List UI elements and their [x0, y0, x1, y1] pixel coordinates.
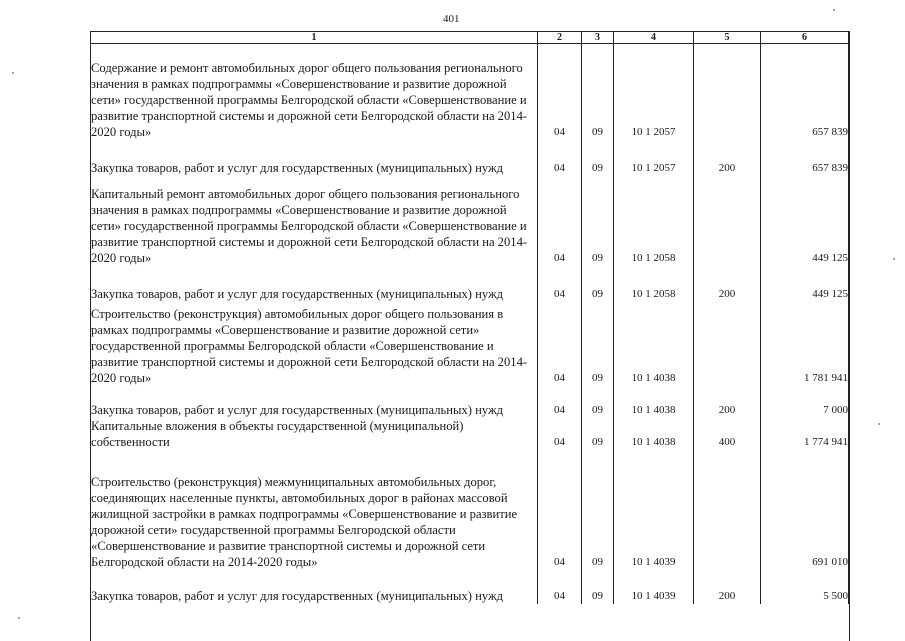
table-row	[91, 418, 849, 450]
row-subsection: 09	[582, 176, 614, 266]
table-row	[91, 570, 849, 604]
row-description: Закупка товаров, работ и услуг для государственных (муниципальных) нужд	[91, 140, 538, 176]
row-expense-type	[694, 302, 761, 386]
row-subsection: 09	[582, 266, 614, 302]
table-row	[91, 266, 849, 302]
row-amount: 7 000	[761, 386, 849, 418]
row-subsection: 09	[582, 570, 614, 604]
table-row	[91, 44, 849, 141]
row-amount: 691 010	[761, 450, 849, 570]
row-amount: 1 781 941	[761, 302, 849, 386]
row-target-article: 10 1 4039	[614, 570, 694, 604]
scan-speck	[18, 617, 20, 619]
row-expense-type	[694, 44, 761, 141]
row-target-article: 10 1 4038	[614, 418, 694, 450]
row-subsection: 09	[582, 44, 614, 141]
column-header-5: 5	[694, 32, 761, 44]
row-amount: 449 125	[761, 266, 849, 302]
row-amount: 5 500	[761, 570, 849, 604]
row-section: 04	[538, 418, 582, 450]
row-expense-type: 400	[694, 418, 761, 450]
scan-speck	[12, 72, 14, 74]
row-target-article: 10 1 2058	[614, 176, 694, 266]
row-section: 04	[538, 570, 582, 604]
row-target-article: 10 1 4038	[614, 386, 694, 418]
row-section: 04	[538, 44, 582, 141]
row-amount: 1 774 941	[761, 418, 849, 450]
row-section: 04	[538, 450, 582, 570]
row-amount: 449 125	[761, 176, 849, 266]
table-row	[91, 140, 849, 176]
table-row	[91, 176, 849, 266]
row-target-article: 10 1 2058	[614, 266, 694, 302]
scan-speck	[878, 423, 880, 425]
row-description: Строительство (реконструкция) автомобильных дорог общего пользования в рамках подпрограммы «Совершенствование и развитие дорожной сети» государственной программы Белгородской области «Совершенствование и развитие транспортной системы и дорожной сети Белгородской области на 2014-2020 годы»	[91, 302, 538, 386]
row-target-article: 10 1 2057	[614, 140, 694, 176]
row-description: Содержание и ремонт автомобильных дорог общего пользования регионального значения в рамках подпрограммы «Совершенствование и развитие дорожной сети» государственной программы Белгородской области «Совершенствование и развитие транспортной системы и дорожной сети Белгородской области на 2014-2020 годы»	[91, 44, 538, 141]
row-description: Закупка товаров, работ и услуг для государственных (муниципальных) нужд	[91, 386, 538, 418]
row-description: Закупка товаров, работ и услуг для государственных (муниципальных) нужд	[91, 266, 538, 302]
scan-speck	[833, 9, 835, 11]
budget-table	[90, 31, 849, 604]
row-target-article: 10 1 4039	[614, 450, 694, 570]
row-amount: 657 839	[761, 44, 849, 141]
row-expense-type	[694, 450, 761, 570]
column-header-row	[91, 32, 849, 44]
row-target-article: 10 1 4038	[614, 302, 694, 386]
row-section: 04	[538, 266, 582, 302]
row-section: 04	[538, 386, 582, 418]
table-row	[91, 302, 849, 386]
row-subsection: 09	[582, 140, 614, 176]
column-header-6: 6	[761, 32, 849, 44]
row-subsection: 09	[582, 386, 614, 418]
row-section: 04	[538, 176, 582, 266]
row-expense-type: 200	[694, 386, 761, 418]
row-description: Закупка товаров, работ и услуг для государственных (муниципальных) нужд	[91, 570, 538, 604]
column-header-2: 2	[538, 32, 582, 44]
row-section: 04	[538, 302, 582, 386]
table-row	[91, 386, 849, 418]
row-expense-type: 200	[694, 266, 761, 302]
row-section: 04	[538, 140, 582, 176]
row-description: Капитальный ремонт автомобильных дорог общего пользования регионального значения в рамках подпрограммы «Совершенствование и развитие дорожной сети» государственной программы Белгородской области «Совершенствование и развитие транспортной системы и дорожной сети Белгородской области на 2014-2020 годы»	[91, 176, 538, 266]
row-expense-type: 200	[694, 140, 761, 176]
row-expense-type: 200	[694, 570, 761, 604]
row-subsection: 09	[582, 302, 614, 386]
column-header-1: 1	[91, 32, 538, 44]
row-description: Строительство (реконструкция) межмуниципальных автомобильных дорог, соединяющих населенные пункты, автомобильных дорог в районах массовой жилищной застройки в рамках подпрограммы «Совершенствование и развитие дорожной сети» государственной программы Белгородской области «Совершенствование и развитие транспортной системы и дорожной сети Белгородской области на 2014-2020 годы»	[91, 450, 538, 570]
row-expense-type	[694, 176, 761, 266]
row-target-article: 10 1 2057	[614, 44, 694, 141]
scan-speck	[893, 258, 895, 260]
row-subsection: 09	[582, 450, 614, 570]
column-header-3: 3	[582, 32, 614, 44]
row-subsection: 09	[582, 418, 614, 450]
row-amount: 657 839	[761, 140, 849, 176]
page-number: 401	[443, 13, 460, 25]
row-description: Капитальные вложения в объекты государственной (муниципальной) собственности	[91, 418, 538, 450]
column-header-4: 4	[614, 32, 694, 44]
table-row	[91, 450, 849, 570]
